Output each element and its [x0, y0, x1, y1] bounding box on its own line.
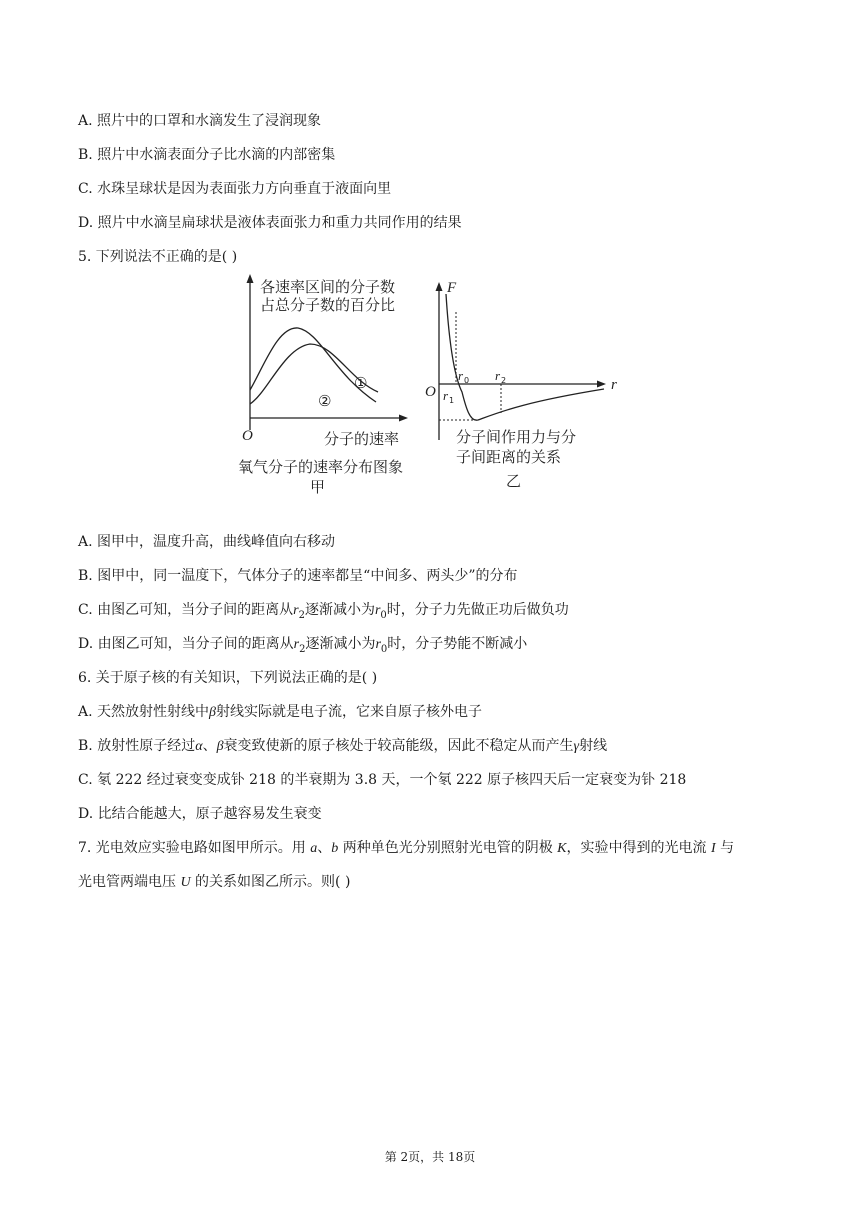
- q5-c-mid: 逐渐减小为: [304, 602, 375, 618]
- q6-b-alpha: α: [195, 739, 203, 754]
- q5-d-r0-sub: 0: [380, 643, 388, 655]
- yi-r1-sub: 1: [449, 396, 455, 405]
- q7-l1-mid2: ，实验中得到的光电流: [566, 840, 711, 856]
- jia-ylabel-line1: 各速率区间的分子数: [260, 278, 396, 296]
- jia-curve1-marker: ①: [354, 374, 368, 392]
- q5-option-d: [78, 634, 527, 660]
- q7-sep: 、: [317, 840, 332, 856]
- q7-stem-line1: [78, 838, 734, 859]
- jia-origin: O: [242, 428, 253, 444]
- jia-curve2-marker: ②: [318, 392, 332, 410]
- jia-caption: 氧气分子的速率分布图象: [238, 458, 404, 476]
- yi-origin: O: [425, 384, 436, 400]
- q7-i-symbol: I: [710, 841, 716, 856]
- yi-name: 乙: [506, 472, 522, 490]
- q7-l2-post: 的关系如图乙所示。则( ): [190, 874, 351, 890]
- q7-l1-mid: 两种单色光分别照射光电管的阴极: [338, 840, 558, 856]
- q6-b-sep: 、: [202, 738, 217, 754]
- jia-xlabel: 分子的速率: [324, 430, 400, 448]
- q5-d-post: 时，分子势能不断减小: [387, 636, 528, 652]
- q4-option-a: A. 照片中的口罩和水滴发生了浸润现象: [78, 113, 322, 129]
- q6-b-gamma: γ: [573, 739, 580, 754]
- q7-u-symbol: U: [180, 875, 191, 890]
- q6-b-post: 射线: [579, 738, 608, 754]
- yi-r1-label: r: [443, 388, 449, 403]
- yi-x-arrow: [597, 381, 606, 388]
- figure-jia: [238, 274, 408, 496]
- q7-a-symbol: a: [310, 841, 318, 856]
- q6-option-d: D. 比结合能越大，原子越容易发生衰变: [78, 806, 322, 822]
- q4-option-d: D. 照片中水滴呈扁球状是液体表面张力和重力共同作用的结果: [78, 215, 462, 231]
- q5-option-c: [78, 600, 569, 626]
- q6-b-mid: 衰变致使新的原子核处于较高能级，因此不稳定从而产生: [223, 738, 574, 754]
- yi-r2-label: r: [495, 368, 501, 383]
- yi-r2-sub: 2: [501, 376, 507, 385]
- yi-caption-line2: 子间距离的关系: [456, 448, 562, 466]
- q6-b-pre: B. 放射性原子经过: [78, 738, 196, 754]
- q5-d-mid: 逐渐减小为: [305, 636, 376, 652]
- q5-c-r2: r: [293, 603, 299, 618]
- q5-stem: 5. 下列说法不正确的是( ): [78, 249, 238, 265]
- yi-force-curve: [446, 294, 604, 420]
- q5-c-pre: C. 由图乙可知，当分子间的距离从: [78, 602, 294, 618]
- jia-x-arrow: [399, 415, 408, 422]
- q5-c-r2-sub: 2: [298, 609, 305, 621]
- q7-l1-post: 与: [715, 840, 735, 856]
- jia-ylabel-line2: 占总分子数的百分比: [260, 296, 396, 314]
- q5-figure: [234, 272, 624, 500]
- yi-r0-label: r: [458, 368, 464, 383]
- yi-y-arrow: [436, 282, 443, 291]
- q5-c-post: 时，分子力先做正功后做负功: [386, 602, 569, 618]
- q6-option-a: [78, 702, 482, 723]
- yi-xlabel: r: [611, 377, 617, 393]
- page-footer: 第 2页，共 18页: [384, 1150, 476, 1164]
- q6-stem: 6. 关于原子核的有关知识，下列说法正确的是( ): [78, 670, 378, 686]
- q5-d-r2: r: [293, 637, 300, 652]
- q6-a-post: 射线实际就是电子流，它来自原子核外电子: [216, 704, 482, 720]
- q5-c-r0: r: [374, 603, 381, 618]
- q5-d-pre: D. 由图乙可知，当分子间的距离从: [78, 636, 294, 652]
- q5-d-r2-sub: 2: [299, 643, 306, 655]
- q7-k-symbol: K: [557, 841, 567, 856]
- q4-option-c: C. 水珠呈球状是因为表面张力方向垂直于液面向里: [78, 181, 392, 197]
- q6-b-beta: β: [216, 739, 224, 754]
- q5-d-r0: r: [375, 637, 381, 652]
- q5-option-a: A. 图甲中，温度升高，曲线峰值向右移动: [78, 534, 336, 550]
- q4-option-b: B. 照片中水滴表面分子比水滴的内部密集: [78, 147, 336, 163]
- q5-option-b: B. 图甲中，同一温度下，气体分子的速率都呈“中间多、两头少”的分布: [78, 568, 518, 584]
- yi-caption-line1: 分子间作用力与分: [456, 428, 577, 446]
- q7-l1-pre: 7. 光电效应实验电路如图甲所示。用: [78, 840, 311, 856]
- q7-stem-line2: [78, 872, 350, 893]
- q5-figure-svg: [234, 272, 624, 500]
- q5-c-r0-sub: 0: [380, 609, 387, 621]
- q6-a-pre: A. 天然放射性射线中: [78, 704, 210, 720]
- jia-y-arrow: [247, 274, 254, 283]
- q6-a-beta: β: [209, 705, 216, 720]
- q6-option-c: C. 氡 222 经过衰变变成钋 218 的半衰期为 3.8 天，一个氡 222 原子核四天后一定衰变为钋 218: [78, 772, 687, 788]
- yi-ylabel: F: [447, 280, 457, 296]
- q7-l2-pre: 光电管两端电压: [78, 874, 181, 890]
- q7-b-symbol: b: [331, 841, 339, 856]
- jia-name: 甲: [310, 478, 326, 496]
- q6-option-b: [78, 736, 607, 757]
- figure-yi: [425, 280, 617, 490]
- yi-r0-sub: 0: [464, 376, 470, 385]
